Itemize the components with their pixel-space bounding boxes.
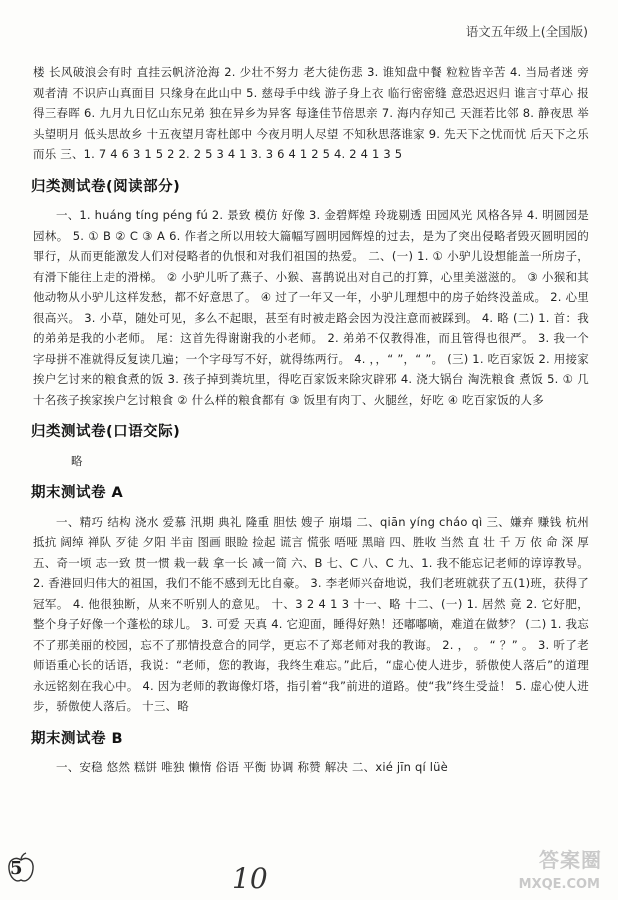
section-heading: 期末测试卷 B [31,730,124,747]
section-heading: 归类测试卷(口语交际) [31,424,181,440]
answer-paragraph: 略 [71,453,83,468]
answer-paragraph: 楼 长风破浪会有时 直挂云帆济沧海 2. 少壮不努力 老大徒伤悲 3. 谁知盘中餐 粒粒皆辛苦 4. 当局者迷 旁观者清 不识庐山真面目 只缘身在此山中 5. 慈母手中线 游子身上衣 临行密密缝 意恐迟迟归 谁言寸草心 报得三春晖 6. 九月九日忆山东兄弟 独在异乡为异客 每逢佳节倍思亲 7. 海内存知己 天涯若比邻 8. 静夜思 举头望明月 低头思故乡 十五夜望月寄杜郎中 今夜月明人尽望 不知秋思落谁家 9. 先天下之忧而忧 后天下之乐而乐 三、1. 7 4 6 3 1 5 2 2. 2 5 3 4 1 3. 3 6 4 1 2 5 4. 2 4 1 3 5 [33,65,589,161]
section-heading: 归类测试卷(阅读部分) [31,178,181,195]
watermark-url: MXQE.COM [518,877,600,892]
answer-paragraph: 一、1. huáng tíng péng fú 2. 景致 模仿 好像 3. 金碧辉煌 玲珑剔透 田园风光 风格各异 4. 明圆园是园林。 5. ① B ② C ③ A 6. 作者之所以用较大篇幅写圆明园辉煌的过去，是为了突出侵略者毁灭圆明园的罪行，从而更能激发人们对侵略者的仇恨和对我们祖国的热爱。 二、(一) 1. ① 小驴儿设想能盖一所房子，有滑下能往上走的滑梯。 ② 小驴儿听了燕子、小猴、喜鹊说出对自己的打算，心里美滋滋的。 ③ 小猴和其他动物从小驴儿这样发愁，都不好意思了。 ④ 过了一年又一年，小驴儿理想中的房子始终没盖成。 2. 心里很高兴。 3. 小草，随处可见，多么不起眼，甚至有时被走路会因为没注意而被踩到。 4. 略 (二) 1. 首：我的弟弟是我的小老师。 尾：这首先得谢谢我的小老师。 2. 弟弟不仅教得准，而且管得也很严。 3. 我一个字母拼不准就得反复读几遍；一个字母写不好，就得练两行。 4. ，，“ ”，“ ”。 (三) 1. 吃百家饭 2. 用接家挨户乞讨来的粮食煮的饭 3. 孩子掉到粪坑里，得吃百家饭来除灾辟邪 4. 浇大锅台 淘洗粮食 煮饭 5. ① 几十名孩子挨家挨户乞讨粮食 ② 什么样的粮食都有 ③ 饭里有肉丁、火腿丝，好吃 ④ 吃百家饭的人多 [33,208,589,407]
page-number [6,852,36,884]
answer-content [33,62,589,778]
book-title-header: 语文五年级上(全国版) [465,24,588,39]
answer-paragraph: 一、安稳 悠然 糕饼 唯独 懒惰 俗语 平衡 协调 称赞 解决 二、xié jīn qí lüè [56,760,448,774]
answer-paragraph: 一、精巧 结构 浇水 爱慕 汛期 典礼 隆重 胆怯 嫂子 崩塌 二、qiān yíng cháo qì 三、嫌弃 赚钱 杭州 抵抗 阔绰 禅队 歹徒 夕阳 半亩 图画 眼睑 捡起 谎言 慌张 唔哑 黑暗 四、胜收 当然 直 壮 千 万 依 命 深 厚 五、奇一顷 志一致 贯一惯 栽一载 拿一长 减一简 六、B 七、C 八、C 九、1. 我不能忘记老师的谆谆教导。 2. 香港回归伟大的祖国，我们不能不感到无比自豪。 3. 李老师兴奋地说，我们老班就获了五(1)班，获得了冠军。 4. 他很独断，从来不听别人的意见。 十、3 2 4 1 3 十一、略 十二、(一) 1. 居然 竟 2. 它好肥，整个身子好像一个蓬松的球儿。 3. 可爱 天真 4. 它迎面，睡得好熟！还嘟嘟嘀，难道在做梦？ (二) 1. 我忘不了那美丽的校园，忘不了那情投意合的同学，更忘不了郑老师对我的教诲。 2. ， 。 “ ？” 。 3. 听了老师语重心长的话语，我说：“老师，您的教诲，我终生难忘。”此后，“虚心使人进步，骄傲使人落后”的道理永远铭刻在我心中。 4. 因为老师的教诲像灯塔，指引着“我”前进的道路。使“我”终生受益！ 5. 虚心使人进步，骄傲使人落后。 十三、略 [33,514,589,713]
watermark [496,842,606,894]
handwritten-number: 10 [232,862,268,895]
section-heading: 期末测试卷 A [31,485,124,501]
page-number-text: 5 [10,858,23,879]
watermark-logo: 答案圈 [539,848,602,872]
